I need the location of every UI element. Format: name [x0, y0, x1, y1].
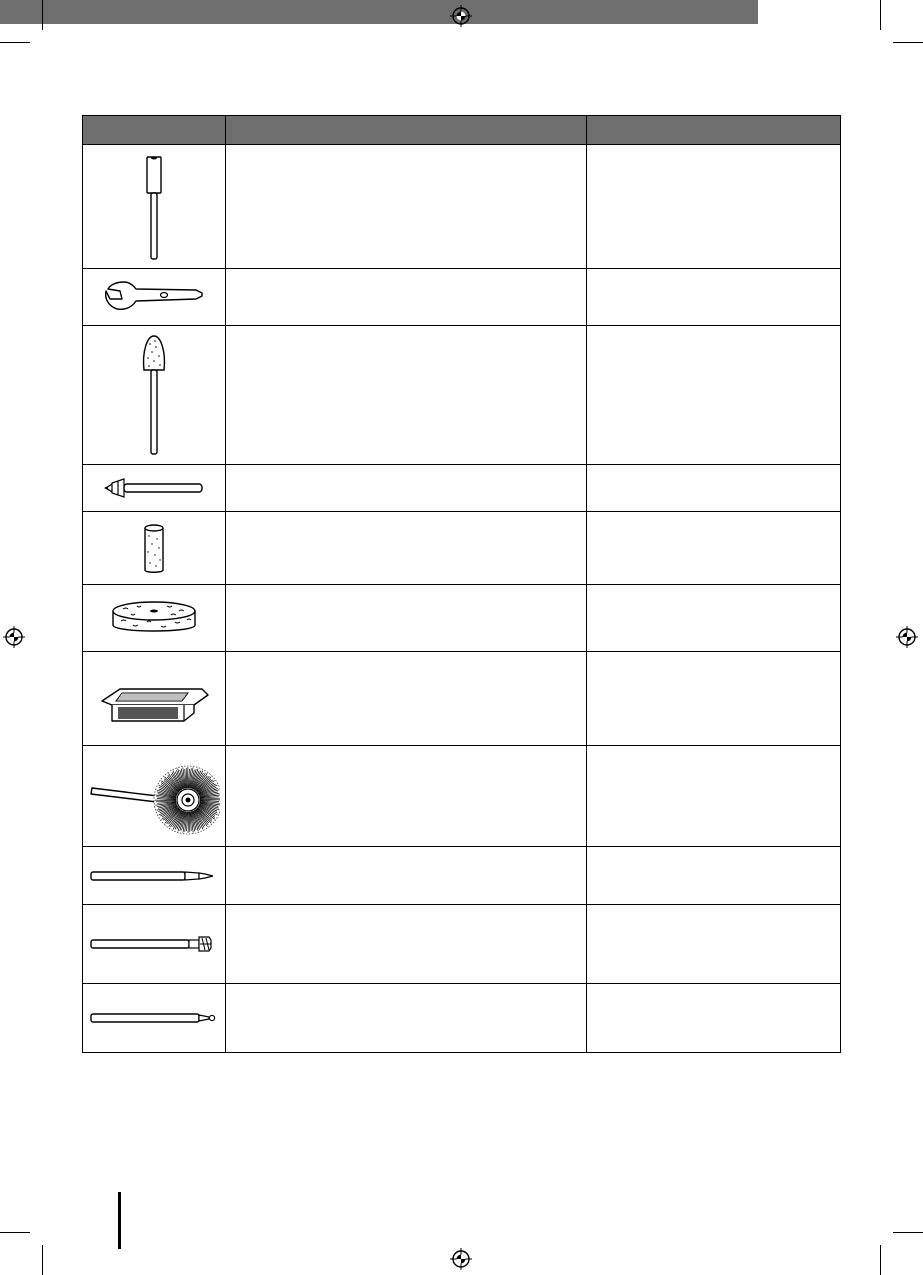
felt-polishing-tip-icon	[137, 332, 171, 458]
table-cell-description	[226, 585, 587, 652]
table-cell-quantity	[587, 905, 841, 984]
table-row	[83, 326, 841, 465]
table-row	[83, 465, 841, 512]
table-row	[83, 847, 841, 905]
section-title-bar	[0, 0, 758, 24]
table-cell-quantity	[587, 465, 841, 512]
table-cell-picture	[83, 465, 226, 512]
table-row	[83, 585, 841, 652]
crop-mark	[880, 0, 881, 30]
table-header-row	[83, 116, 841, 145]
table-cell-description	[226, 269, 587, 326]
engraving-bit-icon	[89, 868, 219, 884]
table-row	[83, 905, 841, 984]
milling-bit-icon	[89, 934, 219, 954]
wire-brush-wheel-icon	[88, 754, 220, 838]
column-header-quantity	[587, 116, 841, 145]
registration-mark-icon	[450, 5, 472, 27]
table-cell-description	[226, 905, 587, 984]
registration-mark-icon	[450, 1248, 472, 1270]
accessories-table	[82, 115, 841, 1053]
table-cell-picture	[83, 847, 226, 905]
table-cell-picture	[83, 652, 226, 746]
table-cell-picture	[83, 326, 226, 465]
table-cell-picture	[83, 984, 226, 1053]
crop-mark	[893, 42, 923, 43]
table-cell-description	[226, 145, 587, 269]
table-cell-description	[226, 984, 587, 1053]
page-number-rule	[118, 1192, 121, 1249]
sanding-drum-icon	[139, 151, 169, 263]
registration-mark-icon	[3, 626, 25, 648]
table-cell-picture	[83, 905, 226, 984]
table-cell-description	[226, 652, 587, 746]
column-header-picture	[83, 116, 226, 145]
spanner-icon	[102, 277, 206, 317]
polishing-wheel-icon	[109, 595, 199, 641]
cone-mandrel-icon	[102, 476, 206, 500]
table-cell-quantity	[587, 984, 841, 1053]
crop-mark	[42, 0, 43, 30]
crop-mark	[0, 42, 30, 43]
polishing-paste-tray-icon	[98, 671, 210, 727]
table-cell-quantity	[587, 269, 841, 326]
registration-mark-icon	[896, 626, 918, 648]
table-row	[83, 652, 841, 746]
table-cell-picture	[83, 585, 226, 652]
crop-mark	[880, 1245, 881, 1275]
table-cell-description	[226, 465, 587, 512]
table-cell-quantity	[587, 585, 841, 652]
table-cell-picture	[83, 512, 226, 585]
table-row	[83, 512, 841, 585]
table-cell-description	[226, 512, 587, 585]
table-cell-quantity	[587, 145, 841, 269]
table-cell-picture	[83, 269, 226, 326]
crop-mark	[42, 1245, 43, 1275]
felt-cylinder-icon	[139, 520, 169, 576]
crop-mark	[0, 1232, 30, 1233]
table-cell-description	[226, 746, 587, 847]
table-cell-quantity	[587, 746, 841, 847]
table-cell-quantity	[587, 326, 841, 465]
table-cell-picture	[83, 746, 226, 847]
column-header-description	[226, 116, 587, 145]
table-row	[83, 269, 841, 326]
table-cell-quantity	[587, 847, 841, 905]
table-cell-quantity	[587, 652, 841, 746]
table-row	[83, 746, 841, 847]
crop-mark	[893, 1232, 923, 1233]
table-cell-description	[226, 847, 587, 905]
table-row	[83, 145, 841, 269]
ball-engraving-bit-icon	[89, 1011, 219, 1025]
table-row	[83, 984, 841, 1053]
table-cell-picture	[83, 145, 226, 269]
table-cell-description	[226, 326, 587, 465]
table-cell-quantity	[587, 512, 841, 585]
